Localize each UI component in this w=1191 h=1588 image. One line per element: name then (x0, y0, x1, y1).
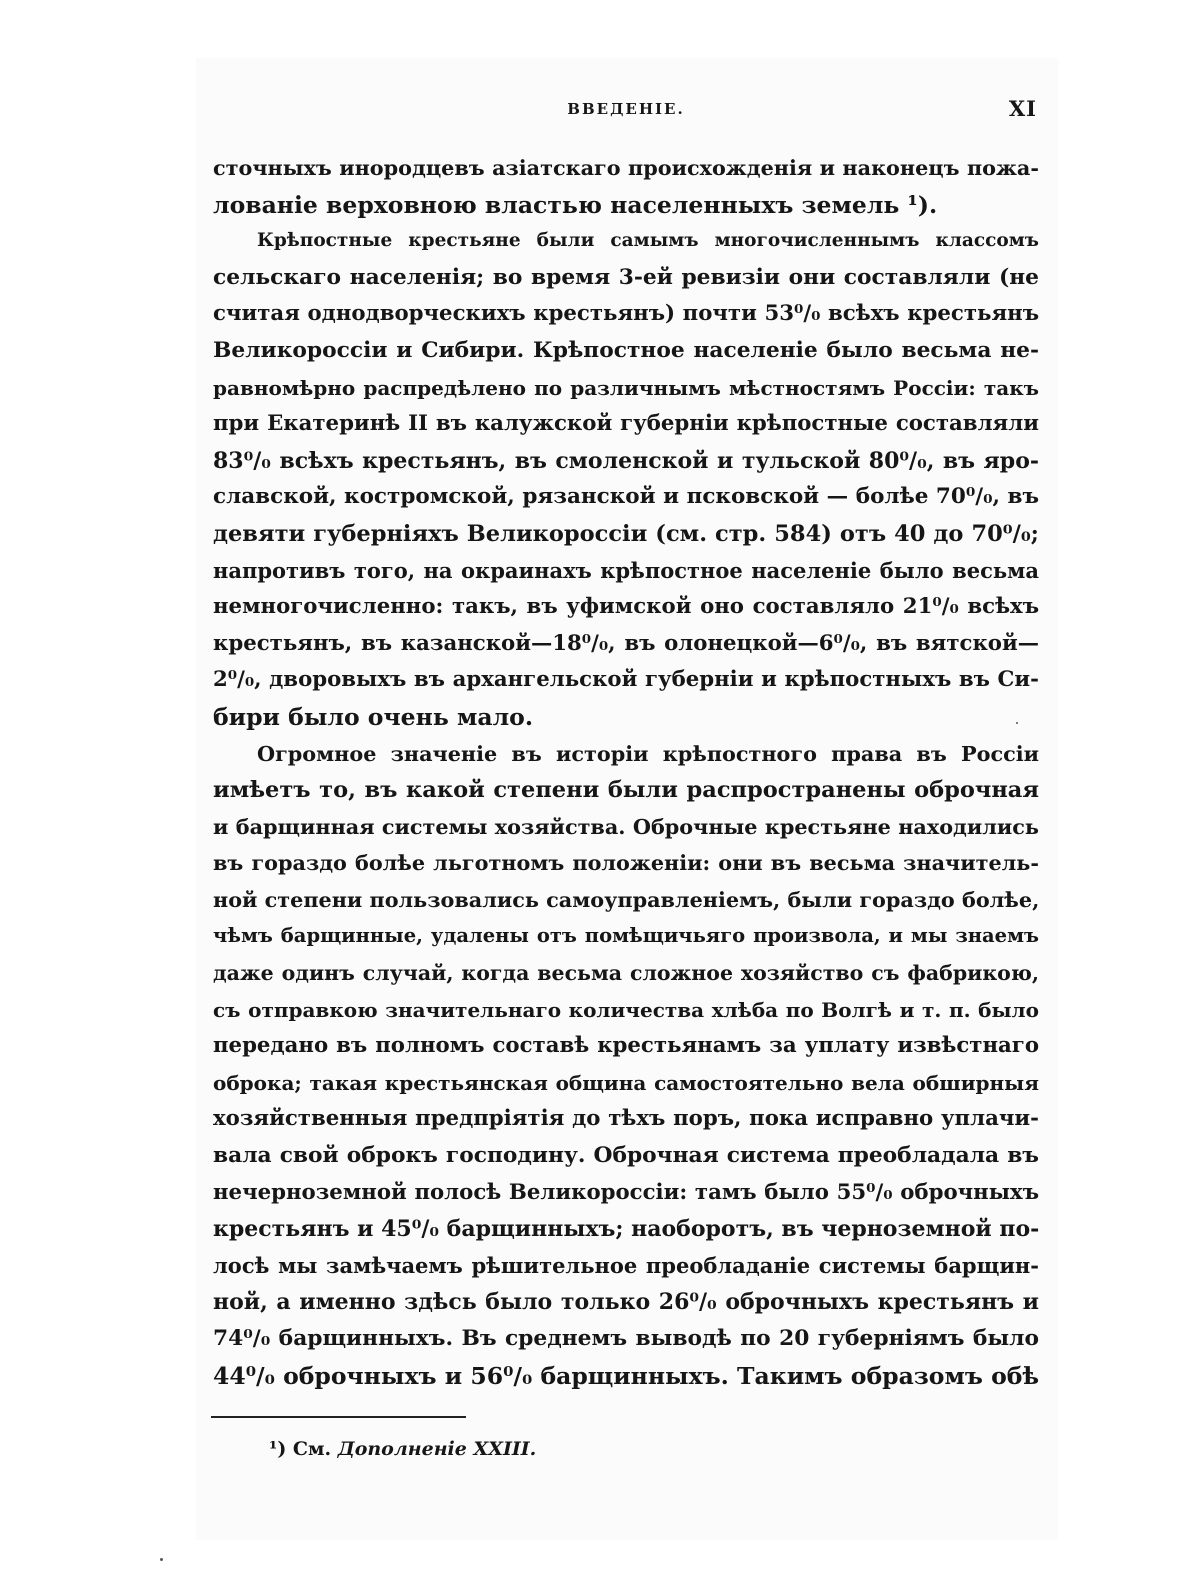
text-line: передано въ полномъ составѣ крестьянамъ за уплату извѣстнаго (213, 1033, 1039, 1059)
text-line: 74⁰/₀ барщинныхъ. Въ среднемъ выводѣ по 20 губерніямъ было (213, 1326, 1039, 1351)
page-number: XI (1008, 96, 1037, 121)
running-head: ВВЕДЕНІЕ. (567, 100, 685, 118)
text-line: имѣетъ то, въ какой степени были распространены оброчная (213, 777, 1039, 804)
footnote-reference: Дополненіе XXIII. (337, 1438, 537, 1460)
text-line: Огромное значеніе въ исторіи крѣпостного права въ Россіи (257, 741, 1039, 766)
footnote (269, 1438, 536, 1460)
text-line: бири было очень мало. (213, 702, 534, 731)
text-line: крестьянъ и 45⁰/₀ барщинныхъ; наоборотъ, въ черноземной по- (213, 1216, 1040, 1243)
footnote-rule (211, 1416, 466, 1418)
text-line: съ отправкою значительнаго количества хлѣба по Волгѣ и т. п. было (213, 997, 1039, 1022)
text-line: чѣмъ барщинные, удалены отъ помѣщичьяго произвола, и мы знаемъ (213, 924, 1039, 948)
text-line: равномѣрно распредѣлено по различнымъ мѣстностямъ Россіи: такъ (213, 375, 1039, 400)
text-line: 2⁰/₀, дворовыхъ въ архангельской губерніи и крѣпостныхъ въ Си- (213, 667, 1039, 693)
text-line: сельскаго населенія; во время 3-ей ревизіи они составляли (не (213, 264, 1039, 290)
text-line: ной степени пользовались самоуправленіемъ, были гораздо болѣе, (213, 887, 1040, 912)
text-line: девяти губерніяхъ Великороссіи (см. стр. 584) отъ 40 до 70⁰/₀; (213, 520, 1039, 547)
text-line: ной, а именно здѣсь было только 26⁰/₀ оброчныхъ крестьянъ и (213, 1289, 1039, 1316)
text-line: даже одинъ случай, когда весьма сложное хозяйство съ фабрикою, (213, 961, 1039, 986)
body-text (213, 150, 1039, 1394)
text-line: вала свой оброкъ господину. Оброчная система преобладала въ (213, 1143, 1039, 1169)
text-line: 83⁰/₀ всѣхъ крестьянъ, въ смоленской и тульской 80⁰/₀, въ яро- (213, 447, 1039, 474)
text-line: немногочисленно: такъ, въ уфимской оно составляло 21⁰/₀ всѣхъ (213, 594, 1039, 620)
footnote-marker: ¹) См. (269, 1438, 332, 1460)
text-line: считая однодворческихъ крестьянъ) почти 53⁰/₀ всѣхъ крестьянъ (213, 301, 1039, 327)
text-line: сточныхъ инородцевъ азіатскаго происхожденія и наконецъ пожа- (213, 156, 1039, 180)
text-line: при Екатеринѣ II въ калужской губерніи крѣпостные составляли (213, 411, 1039, 437)
text-line: нечерноземной полосѣ Великороссіи: тамъ было 55⁰/₀ оброчныхъ (213, 1179, 1039, 1205)
text-line: 44⁰/₀ оброчныхъ и 56⁰/₀ барщинныхъ. Такимъ образомъ обѣ (213, 1361, 1039, 1390)
text-line: лованіе верховною властью населенныхъ земель ¹). (213, 190, 938, 219)
scan-speck (1016, 722, 1018, 724)
page-header (215, 96, 1037, 130)
text-line: напротивъ того, на окраинахъ крѣпостное населеніе было весьма (213, 557, 1039, 583)
text-line: оброка; такая крестьянская община самостоятельно вела обширныя (213, 1070, 1039, 1095)
text-line: Крѣпостные крестьяне были самымъ многочисленнымъ классомъ (257, 230, 1039, 252)
text-line: лосѣ мы замѣчаемъ рѣшительное преобладаніе системы барщин- (213, 1252, 1039, 1278)
text-line: въ гораздо болѣе льготномъ положеніи: они въ весьма значитель- (213, 851, 1039, 876)
text-line: крестьянъ, въ казанской—18⁰/₀, въ олонецкой—6⁰/₀, въ вятской— (213, 630, 1039, 656)
text-line: славской, костромской, рязанской и псковской — болѣе 70⁰/₀, въ (213, 484, 1039, 510)
text-line: Великороссіи и Сибири. Крѣпостное населеніе было весьма не- (213, 337, 1039, 363)
text-line: и барщинная системы хозяйства. Оброчные крестьяне находились (213, 814, 1039, 839)
text-line: хозяйственныя предпріятія до тѣхъ поръ, пока исправно уплачи- (213, 1106, 1039, 1132)
scan-speck (160, 1558, 163, 1561)
